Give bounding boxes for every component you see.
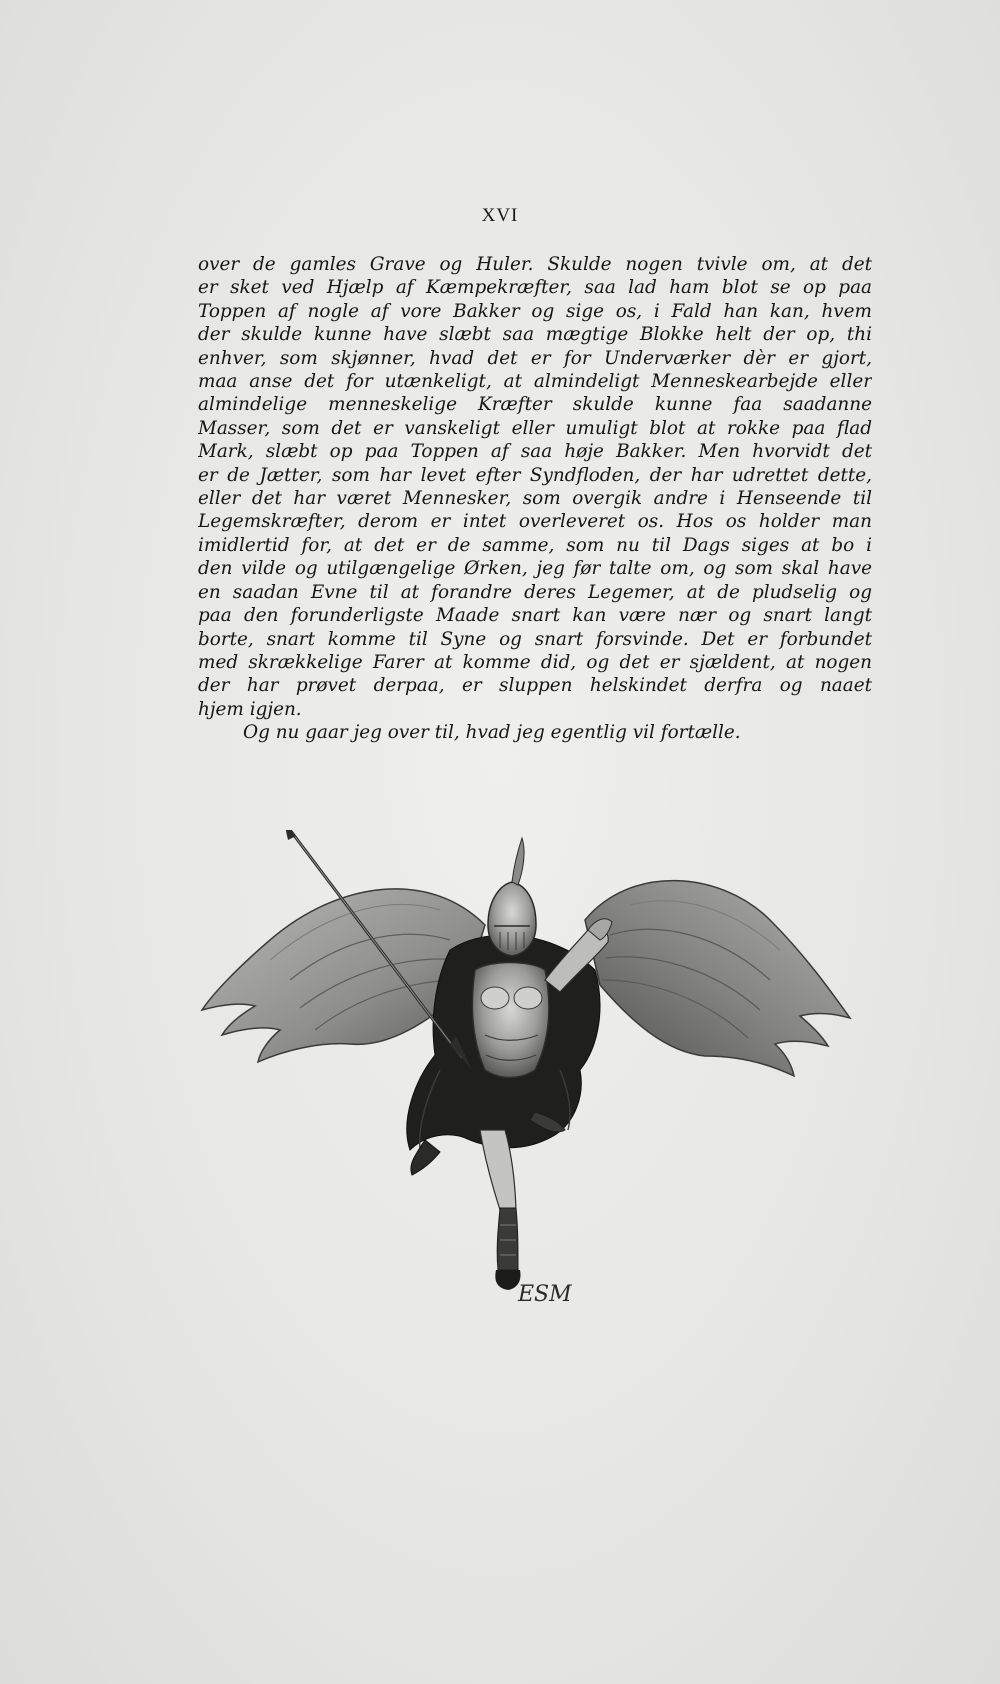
text-line: paa den forunderligste Maade snart kan være nær og snart langt bbox=[198, 605, 872, 627]
body-paragraph bbox=[198, 253, 872, 745]
text-line: Mark, slæbt op paa Toppen af saa høje Bakker. Men hvorvidt det bbox=[198, 441, 872, 463]
text-line: almindelige menneskelige Kræfter skulde kunne faa saadanne bbox=[198, 394, 872, 416]
text-line: der skulde kunne have slæbt saa mægtige Blokke helt der op, thi bbox=[198, 324, 872, 346]
helmet-icon bbox=[488, 838, 536, 956]
page-number: XVI bbox=[481, 205, 519, 226]
text-line: eller det har været Mennesker, som overgik andre i Henseende til bbox=[198, 488, 872, 510]
text-line: med skrækkelige Farer at komme did, og det er sjældent, at nogen bbox=[198, 651, 872, 673]
text-line: hjem igjen. bbox=[198, 698, 302, 720]
text-line: Masser, som det er vanskeligt eller umuligt blot at rokke paa flad bbox=[198, 417, 872, 439]
valkyrie-illustration bbox=[200, 830, 870, 1340]
armor-torso-icon bbox=[472, 963, 548, 1078]
text-line: imidlertid for, at det er de samme, som nu til Dags siges at bo i bbox=[198, 534, 872, 556]
right-wing-icon bbox=[585, 881, 850, 1076]
text-line: er de Jætter, som har levet efter Syndfloden, der har udrettet dette, bbox=[198, 464, 872, 486]
text-line: er sket ved Hjælp af Kæmpekræfter, saa lad ham blot se op paa bbox=[198, 277, 872, 299]
text-line: den vilde og utilgængelige Ørken, jeg før talte om, og som skal have bbox=[198, 558, 872, 580]
closing-line: Og nu gaar jeg over til, hvad jeg egentlig vil fortælle. bbox=[243, 722, 741, 744]
text-line: der har prøvet derpaa, er sluppen helskindet derfra og naaet bbox=[198, 675, 872, 697]
artist-signature: ESM bbox=[518, 1282, 572, 1307]
text-line: maa anse det for utænkeligt, at almindeligt Menneskearbejde eller bbox=[198, 371, 872, 393]
text-line: borte, snart komme til Syne og snart forsvinde. Det er forbundet bbox=[198, 628, 872, 650]
text-line: over de gamles Grave og Huler. Skulde nogen tvivle om, at det bbox=[198, 254, 872, 275]
text-line: en saadan Evne til at forandre deres Legemer, at de pludselig og bbox=[198, 581, 872, 603]
text-line: Legemskræfter, derom er intet overleveret os. Hos os holder man bbox=[198, 511, 872, 533]
text-line: enhver, som skjønner, hvad det er for Underværker dèr er gjort, bbox=[198, 347, 872, 369]
text-line: Toppen af nogle af vore Bakker og sige os, i Fald han kan, hvem bbox=[198, 300, 872, 322]
